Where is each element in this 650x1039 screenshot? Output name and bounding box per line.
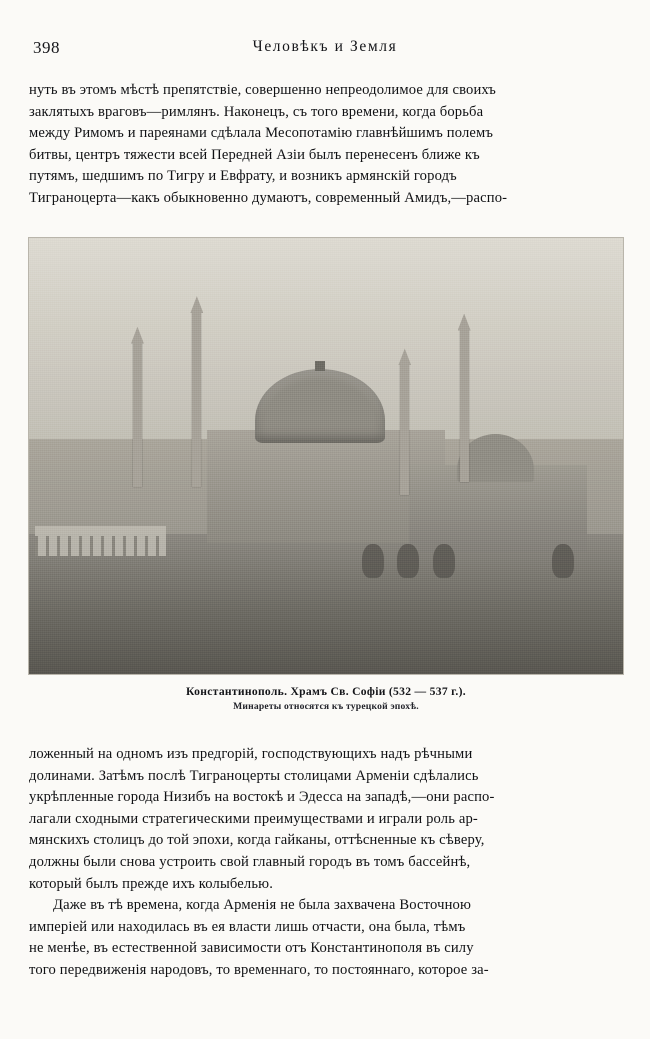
figure [28,237,624,712]
text-line: мянскихъ столицъ до той эпохи, когда гайканы, оттѣсненные къ сѣверу, [29,832,485,849]
body-text-bottom [29,744,623,982]
page-header [0,38,650,60]
photo-minaret [133,343,142,487]
photo-tree [397,544,419,578]
text-line: не менѣе, въ естественной зависимости отъ Константинополя въ силу [29,940,474,957]
text-line: ложенный на одномъ изъ предгорій, господствующихъ надъ рѣчными [29,746,473,762]
text-line: Тиграноцерта—какъ обыкновенно думаютъ, современный Амидъ,—распо- [29,189,508,206]
paragraph [29,744,623,895]
page-number: 398 [33,38,60,57]
figure-caption-title: Константинополь. Храмъ Св. Софіи (532 — 537 г.). [186,685,466,698]
text-line: должны были снова устроить свой главный городъ въ томъ бассейнѣ, [29,853,471,870]
text-line: путямъ, шедшимъ по Тигру и Евфрату, и возникъ армянскій городъ [29,168,457,185]
text-line: долинами. Затѣмъ послѣ Тиграноцерты столицами Арменіи сдѣлались [29,767,479,784]
paragraph [29,895,623,981]
photo-arcade [35,526,166,557]
photo-tree [362,544,384,578]
photo-tree [433,544,455,578]
text-line: между Римомъ и пареянами сдѣлала Месопотамію главнѣйшимъ полемъ [29,125,494,142]
photo-minaret [460,330,469,483]
text-line: заклятыхъ враговъ—римлянъ. Наконецъ, съ того времени, когда борьба [29,103,484,120]
photo-minaret [192,312,201,486]
figure-caption [28,685,624,712]
figure-caption-note: Минареты относятся къ турецкой эпохѣ. [233,701,419,712]
running-title: Человѣкъ и Земля [252,38,398,55]
figure-image [28,237,624,675]
photo-tree [552,544,574,578]
photo-minaret [400,364,409,495]
text-line: Даже въ тѣ времена, когда Арменія не была захвачена Восточною [53,897,472,914]
text-line: укрѣпленные города Низибъ на востокѣ и Эдесса на западѣ,—они распо- [29,789,495,806]
text-line: который былъ прежде ихъ колыбелью. [29,875,274,892]
text-line: имперіей или находилась въ ея власти лишь отчасти, она была, тѣмъ [29,918,466,935]
photograph-hagia-sophia [29,238,623,674]
text-line: нуть въ этомъ мѣстѣ препятствіе, совершенно непреодолимое для своихъ [29,82,497,98]
body-text-top [29,80,623,210]
paragraph [29,80,623,210]
text-line: того передвиженія народовъ, то временнаго, то постояннаго, которое за- [29,961,489,978]
text-line: лагали сходными стратегическими преимуществами и играли роль ар- [29,810,478,827]
text-line: битвы, центръ тяжести всей Передней Азіи былъ перенесенъ ближе къ [29,146,480,163]
